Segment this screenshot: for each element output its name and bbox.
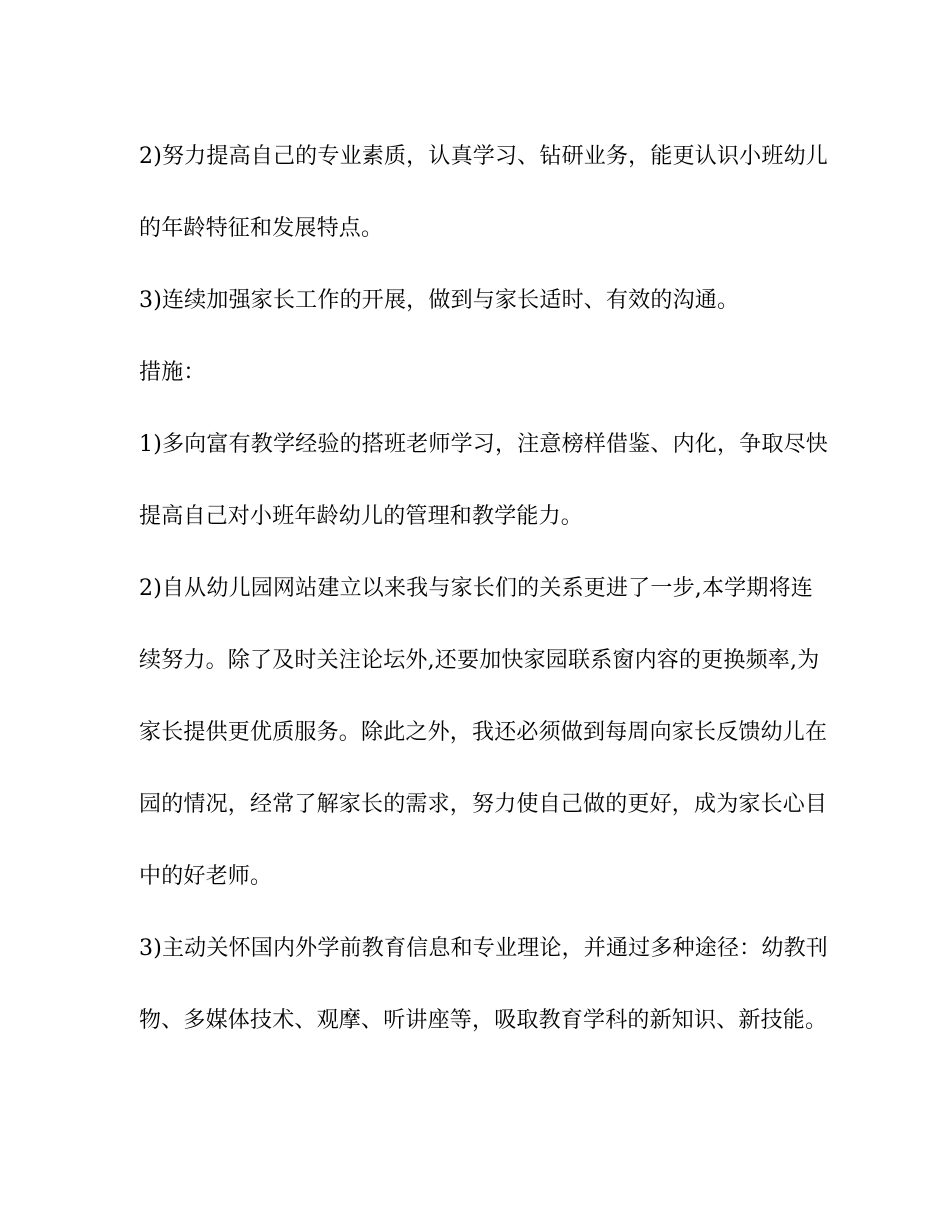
section-heading: 措施： [139,360,206,385]
text-line: 家长提供更优质服务。除此之外，我还必须做到每周向家长反馈幼儿在 [139,720,828,745]
text-line: 3)主动关怀国内外学前教育信息和专业理论，并通过多种途径：幼教刊 [139,936,828,961]
text-line: 1)多向富有教学经验的搭班老师学习，注意榜样借鉴、内化，争取尽快 [139,432,828,457]
text-line: 提高自己对小班年龄幼儿的管理和教学能力。 [139,504,584,529]
text-line: 续努力。除了及时关注论坛外,还要加快家园联系窗内容的更换频率,为 [139,648,820,673]
text-line: 中的好老师。 [139,864,273,889]
text-line: 物、多媒体技术、观摩、听讲座等，吸取教育学科的新知识、新技能。 [139,1008,828,1033]
text-line: 2)自从幼儿园网站建立以来我与家长们的关系更进了一步,本学期将连 [139,576,813,601]
text-line: 2)努力提高自己的专业素质，认真学习、钻研业务，能更认识小班幼儿 [139,144,828,169]
text-line: 3)连续加强家长工作的开展，做到与家长适时、有效的沟通。 [139,288,740,313]
document-body [139,137,829,1041]
text-line: 园的情况，经常了解家长的需求，努力使自己做的更好，成为家长心目 [139,792,828,817]
text-line: 的年龄特征和发展特点。 [139,216,384,241]
